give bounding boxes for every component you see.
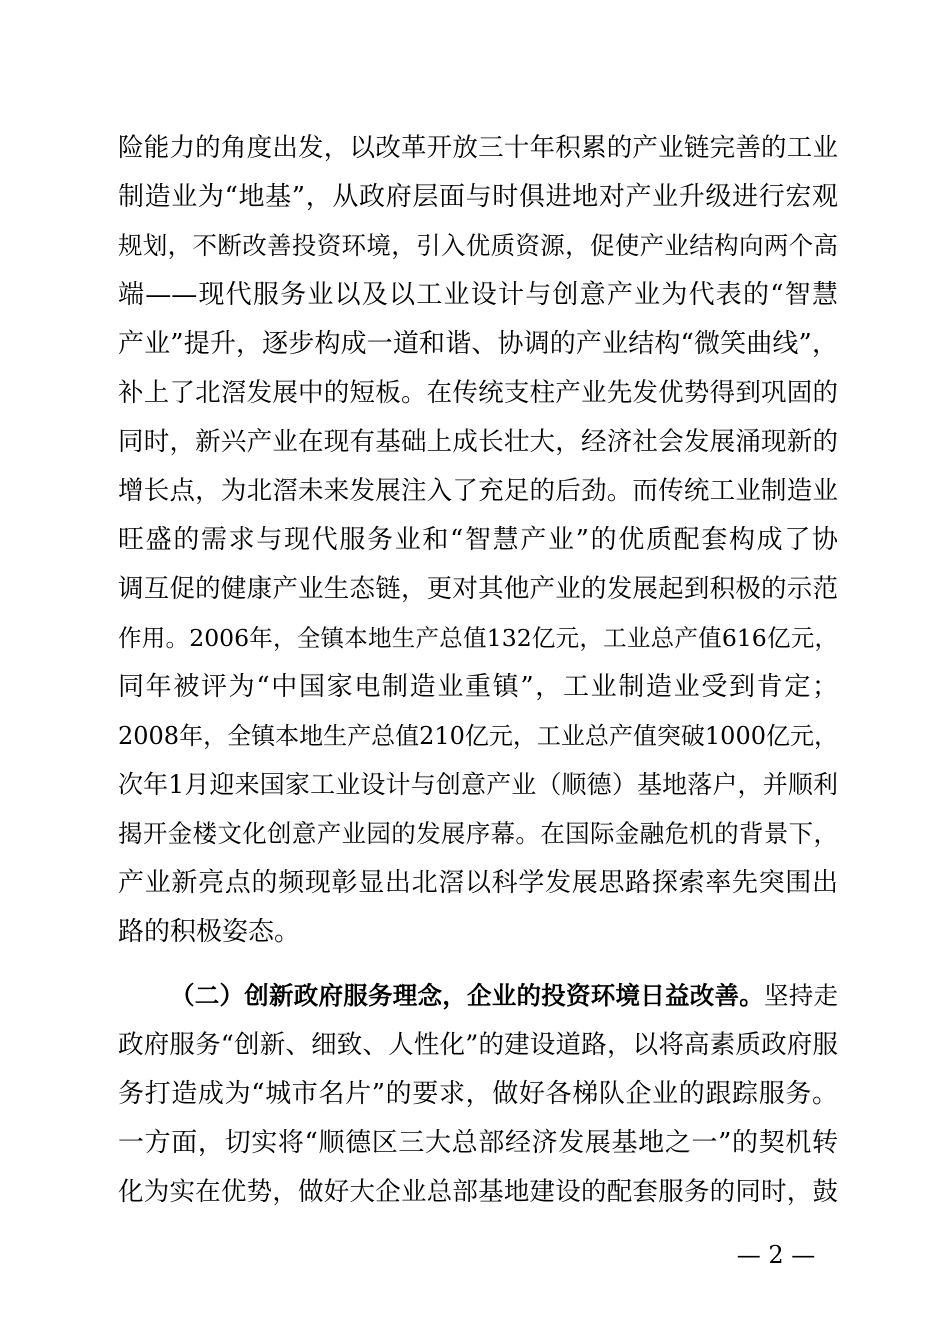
body-line: 作用。2006年，全镇本地生产总值132亿元，工业总产值616亿元， bbox=[118, 624, 838, 652]
body-line: 路的积极姿态。 bbox=[118, 917, 301, 947]
body-line: 同时，新兴产业在现有基础上成长壮大，经济社会发展涌现新的 bbox=[118, 427, 838, 457]
section-heading-line bbox=[170, 980, 838, 1012]
body-line: 政府服务“创新、细致、人性化”的建设道路，以将高素质政府服 bbox=[118, 1030, 838, 1060]
body-line: 2008年，全镇本地生产总值210亿元，工业总产值突破1000亿元， bbox=[118, 722, 838, 750]
body-line: 一方面，切实将“顺德区三大总部经济发展基地之一”的契机转 bbox=[118, 1128, 838, 1158]
page-number: — 2 — bbox=[736, 1241, 816, 1269]
body-line: 务打造成为“城市名片”的要求，做好各梯队企业的跟踪服务。 bbox=[118, 1079, 838, 1109]
body-line: 补上了北滘发展中的短板。在传统支柱产业先发优势得到巩固的 bbox=[118, 378, 838, 408]
body-line: 次年1月迎来国家工业设计与创意产业（顺德）基地落户，并顺利 bbox=[118, 770, 838, 799]
body-line: 同年被评为“中国家电制造业重镇”，工业制造业受到肯定； bbox=[118, 672, 838, 702]
body-line: 旺盛的需求与现代服务业和“智慧产业”的优质配套构成了协 bbox=[118, 525, 838, 555]
body-line: 揭开金楼文化创意产业园的发展序幕。在国际金融危机的背景下， bbox=[118, 819, 838, 848]
body-line: 险能力的角度出发，以改革开放三十年积累的产业链完善的工业 bbox=[118, 133, 838, 163]
body-line: 化为实在优势，做好大企业总部基地建设的配套服务的同时，鼓 bbox=[118, 1177, 838, 1207]
body-line: 产业新亮点的频现彰显出北滘以科学发展思路探索率先突围出 bbox=[118, 868, 838, 898]
section-heading: （二）创新政府服务理念，企业的投资环境日益改善。 bbox=[170, 981, 764, 1010]
body-line: 规划，不断改善投资环境，引入优质资源，促使产业结构向两个高 bbox=[118, 231, 838, 260]
body-line: 端——现代服务业以及以工业设计与创意产业为代表的“智慧 bbox=[118, 280, 838, 310]
body-line: 调互促的健康产业生态链，更对其他产业的发展起到积极的示范 bbox=[118, 574, 838, 604]
body-line: 制造业为“地基”，从政府层面与时俱进地对产业升级进行宏观 bbox=[118, 182, 838, 212]
body-line: 增长点，为北滘未来发展注入了充足的后劲。而传统工业制造业 bbox=[118, 476, 838, 506]
section-heading-continuation: 坚持走 bbox=[764, 981, 838, 1010]
body-line: 产业”提升，逐步构成一道和谐、协调的产业结构“微笑曲线”， bbox=[118, 329, 838, 359]
